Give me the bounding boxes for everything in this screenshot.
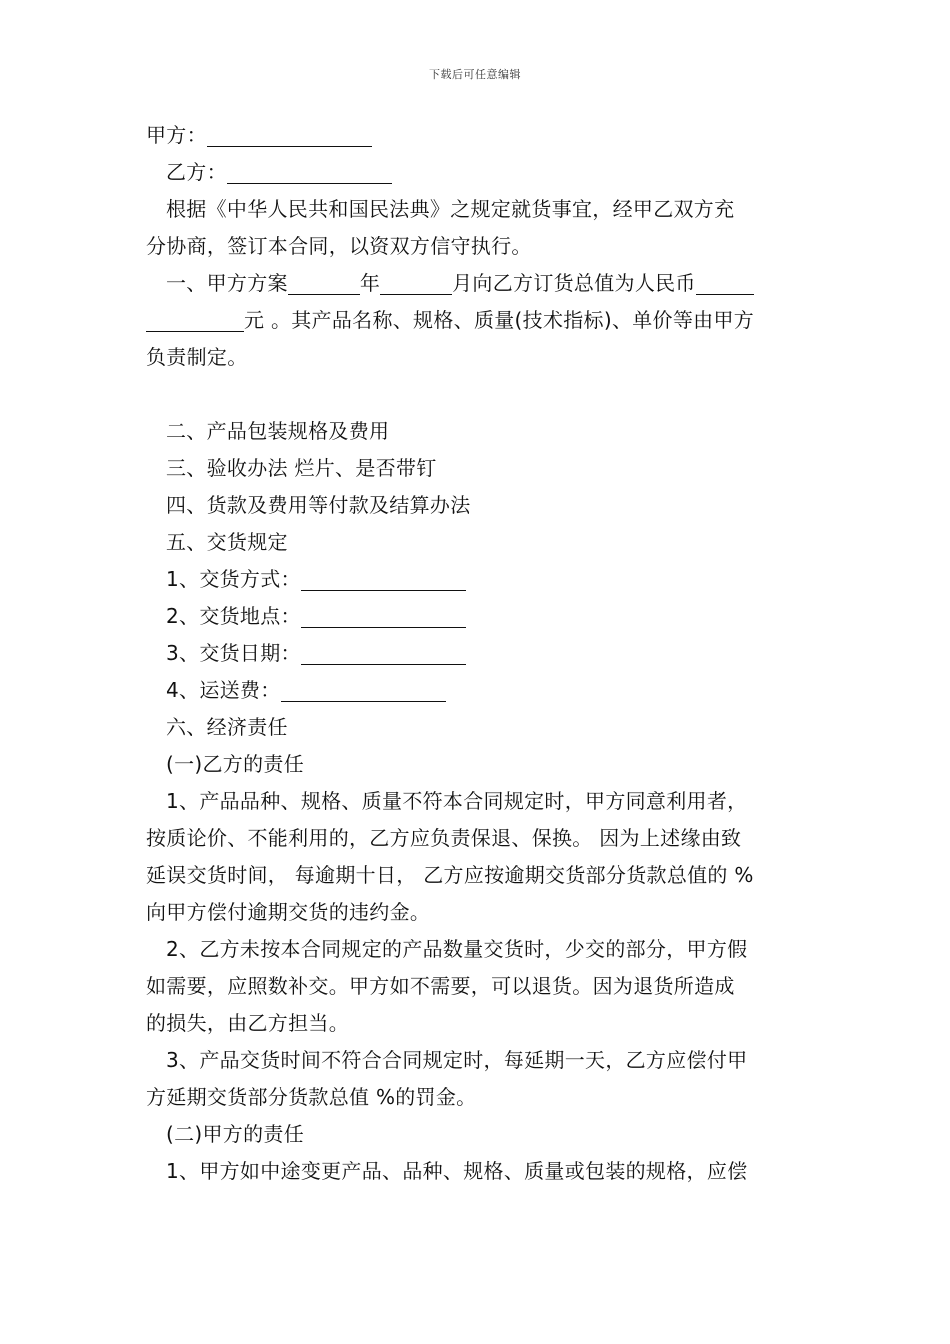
section-1-text-c: 月向乙方订货总值为人民币	[452, 271, 696, 295]
shipping-fee-line	[146, 672, 811, 709]
shipping-fee-blank[interactable]	[281, 679, 446, 702]
section-1-line-2	[146, 302, 811, 339]
duty-b2-line-1: 2、乙方未按本合同规定的产品数量交货时，少交的部分，甲方假	[166, 937, 748, 961]
delivery-place-blank[interactable]	[301, 605, 466, 628]
duty-b1-line-4: 向甲方偿付逾期交货的违约金。	[146, 900, 431, 924]
page-header: 下载后可任意编辑	[429, 68, 521, 81]
amount-blank-2[interactable]	[146, 309, 244, 332]
section-1-text-b: 年	[359, 271, 381, 295]
duty-b1-line-3: 延误交货时间， 每逾期十日， 乙方应按逾期交货部分货款总值的 %	[146, 863, 754, 887]
delivery-place-label: 2、交货地点：	[166, 604, 301, 628]
delivery-date-line	[146, 635, 811, 672]
intro-line-2: 分协商，签订本合同，以资双方信守执行。	[146, 234, 532, 258]
delivery-date-label: 3、交货日期：	[166, 641, 301, 665]
section-2-heading: 二、产品包装规格及费用	[166, 419, 390, 443]
duty-a1-line-1: 1、甲方如中途变更产品、品种、规格、质量或包装的规格，应偿	[166, 1159, 748, 1183]
party-a-line	[146, 117, 811, 154]
party-a-blank[interactable]	[207, 124, 372, 147]
section-1-line-3: 负责制定。	[146, 345, 248, 369]
section-6-heading: 六、经济责任	[166, 715, 288, 739]
duty-b3-line-2: 方延期交货部分货款总值 %的罚金。	[146, 1085, 477, 1109]
section-5-heading: 五、交货规定	[166, 530, 288, 554]
duty-b2-line-3: 的损失，由乙方担当。	[146, 1011, 349, 1035]
section-1-text-a: 一、甲方方案	[166, 271, 288, 295]
delivery-place-line	[146, 598, 811, 635]
delivery-method-label: 1、交货方式：	[166, 567, 301, 591]
duty-b3-line-1: 3、产品交货时间不符合合同规定时，每延期一天，乙方应偿付甲	[166, 1048, 748, 1072]
duty-b1-line-1: 1、产品品种、规格、质量不符本合同规定时，甲方同意利用者，	[166, 789, 748, 813]
section-1-text-d: 元 。其产品名称、规格、质量(技术指标)、单价等由甲方	[244, 308, 755, 332]
blank-gap	[146, 376, 811, 413]
year-blank[interactable]	[288, 272, 360, 295]
party-b-blank[interactable]	[227, 161, 392, 184]
party-b-label: 乙方：	[166, 160, 227, 184]
duty-b1-line-2: 按质论价、不能利用的，乙方应负责保退、保换。 因为上述缘由致	[146, 826, 742, 850]
delivery-method-blank[interactable]	[301, 568, 466, 591]
party-b-line	[146, 154, 811, 191]
party-b-duties-heading: (一)乙方的责任	[166, 752, 305, 776]
section-3-heading: 三、验收办法 烂片、是否带钉	[166, 456, 437, 480]
shipping-fee-label: 4、运送费：	[166, 678, 281, 702]
amount-blank-1[interactable]	[696, 272, 754, 295]
contract-body	[146, 117, 811, 1190]
party-a-duties-heading: (二)甲方的责任	[166, 1122, 305, 1146]
duty-b2-line-2: 如需要，应照数补交。甲方如不需要，可以退货。因为退货所造成	[146, 974, 735, 998]
party-a-label: 甲方：	[146, 123, 207, 147]
intro-line-1: 根据《中华人民共和国民法典》之规定就货事宜，经甲乙双方充	[166, 197, 735, 221]
section-4-heading: 四、货款及费用等付款及结算办法	[166, 493, 471, 517]
month-blank[interactable]	[380, 272, 452, 295]
delivery-date-blank[interactable]	[301, 642, 466, 665]
delivery-method-line	[146, 561, 811, 598]
section-1-line-1	[146, 265, 811, 302]
